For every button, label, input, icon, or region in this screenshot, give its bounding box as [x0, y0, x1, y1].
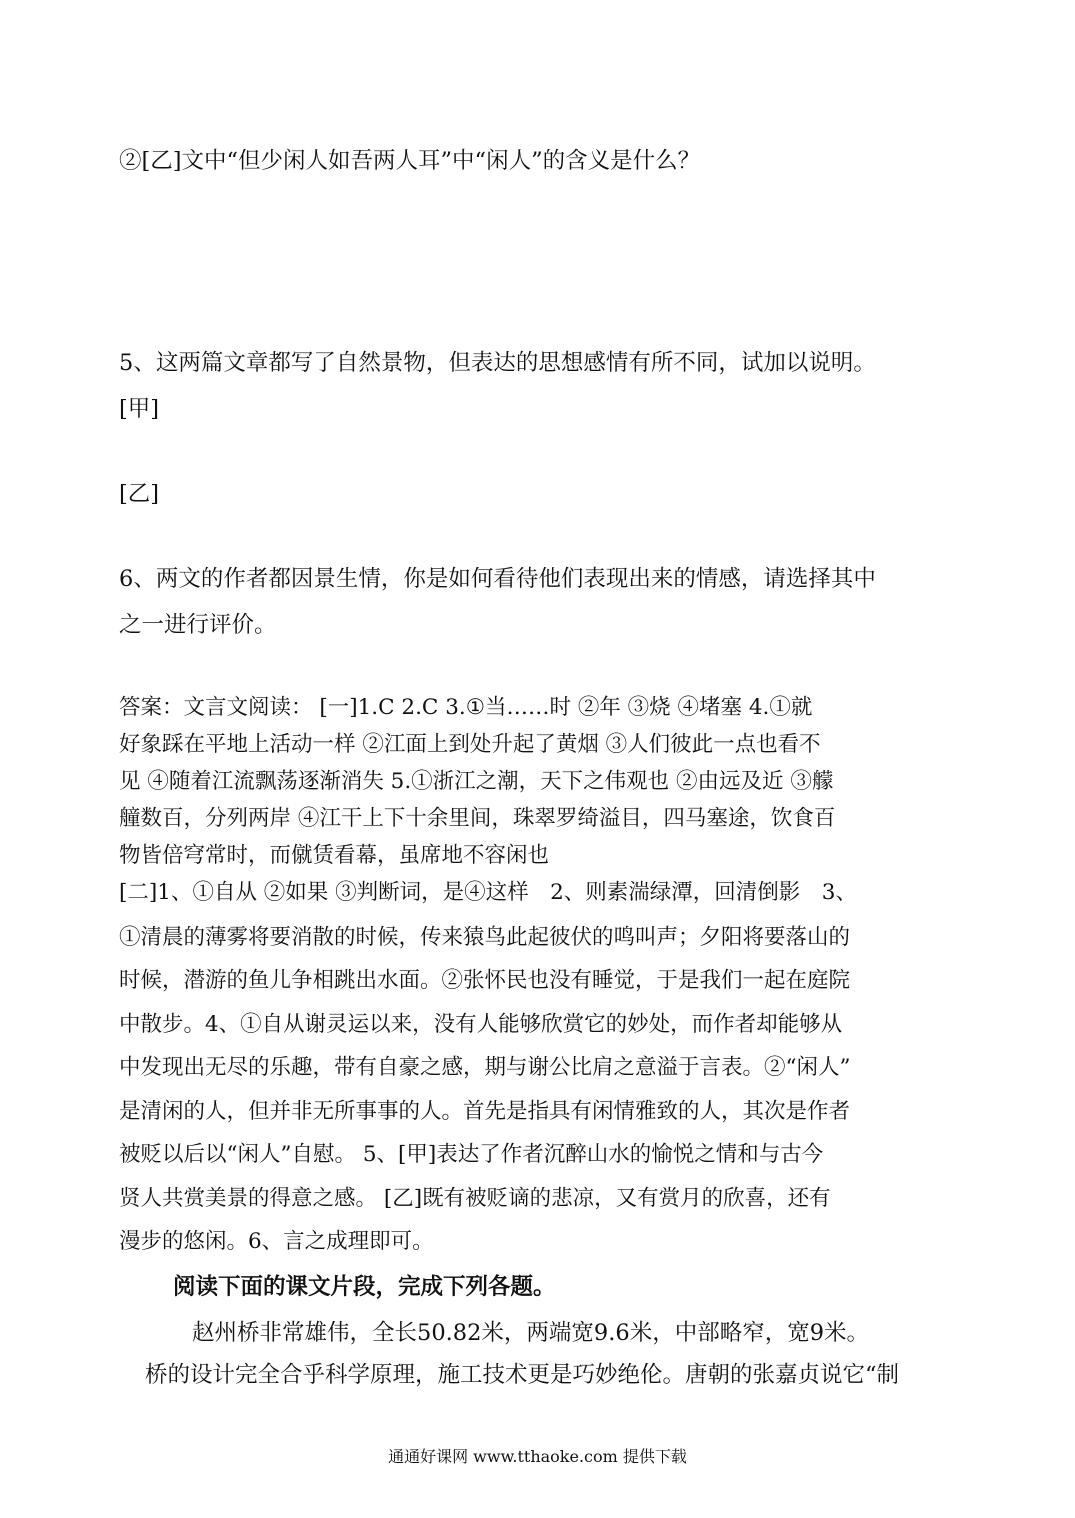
answer-line: 时候，潜游的鱼儿争相跳出水面。②张怀民也没有睡觉，于是我们一起在庭院	[119, 968, 851, 993]
answer-line: 见 ④随着江流飘荡逐渐消失 5.①浙江之潮，天下之伟观也 ②由远及近 ③艨	[119, 769, 834, 794]
question-6-line-2: 之一进行评价。	[119, 612, 277, 638]
answer-line: 贤人共赏美景的得意之感。 [乙]既有被贬谪的悲凉，又有赏月的欣喜，还有	[119, 1186, 831, 1211]
question-5: 5、这两篇文章都写了自然景物，但表达的思想感情有所不同，试加以说明。	[119, 350, 876, 376]
answer-line: 好象踩在平地上活动一样 ②江面上到处升起了黄烟 ③人们彼此一点也看不	[119, 732, 821, 757]
page-footer: 通通好课网 www.tthaoke.com 提供下载	[388, 1447, 687, 1466]
question-5-jia-label: [甲]	[119, 396, 160, 422]
question-4-2: ②[乙]文中“但少闲人如吾两人耳”中“闲人”的含义是什么？	[119, 148, 701, 174]
answer-line: 漫步的悠闲。6、言之成理即可。	[119, 1229, 434, 1254]
section-heading: 阅读下面的课文片段，完成下列各题。	[173, 1274, 556, 1300]
answer-line: 物皆倍穹常时，而僦赁看幕，虽席地不容闲也	[119, 843, 550, 868]
answer-line: 答案：文言文阅读： [一]1.C 2.C 3.①当……时 ②年 ③烧 ④堵塞 4.①就	[119, 695, 813, 720]
question-6-line-1: 6、两文的作者都因景生情，你是如何看待他们表现出来的情感，请选择其中	[119, 566, 876, 592]
answer-line: 被贬以后以“闲人”自慰。 5、[甲]表达了作者沉醉山水的愉悦之情和与古今	[119, 1142, 824, 1167]
answer-line: 中发现出无尽的乐趣，带有自豪之感，期与谢公比肩之意溢于言表。②“闲人”	[119, 1055, 851, 1080]
answer-line: 艟数百，分列两岸 ④江干上下十余里间，珠翠罗绮溢目，四马塞途，饮食百	[119, 806, 836, 831]
answer-line: ①清晨的薄雾将要消散的时候，传来猿鸟此起彼伏的鸣叫声；夕阳将要落山的	[119, 925, 851, 950]
question-5-yi-label: [乙]	[119, 481, 160, 507]
answer-line: [二]1、①自从 ②如果 ③判断词，是④这样 2、则素湍绿潭，回清倒影 3、	[119, 880, 857, 905]
answer-line: 是清闲的人，但并非无所事事的人。首先是指具有闲情雅致的人，其次是作者	[119, 1099, 851, 1124]
passage-line-1: 赵州桥非常雄伟，全长50.82米，两端宽9.6米，中部略窄，宽9米。	[192, 1320, 870, 1346]
answer-line: 中散步。4、①自从谢灵运以来，没有人能够欣赏它的妙处，而作者却能够从	[119, 1012, 843, 1037]
passage-line-2: 桥的设计完全合乎科学原理，施工技术更是巧妙绝伦。唐朝的张嘉贞说它“制	[145, 1362, 900, 1388]
